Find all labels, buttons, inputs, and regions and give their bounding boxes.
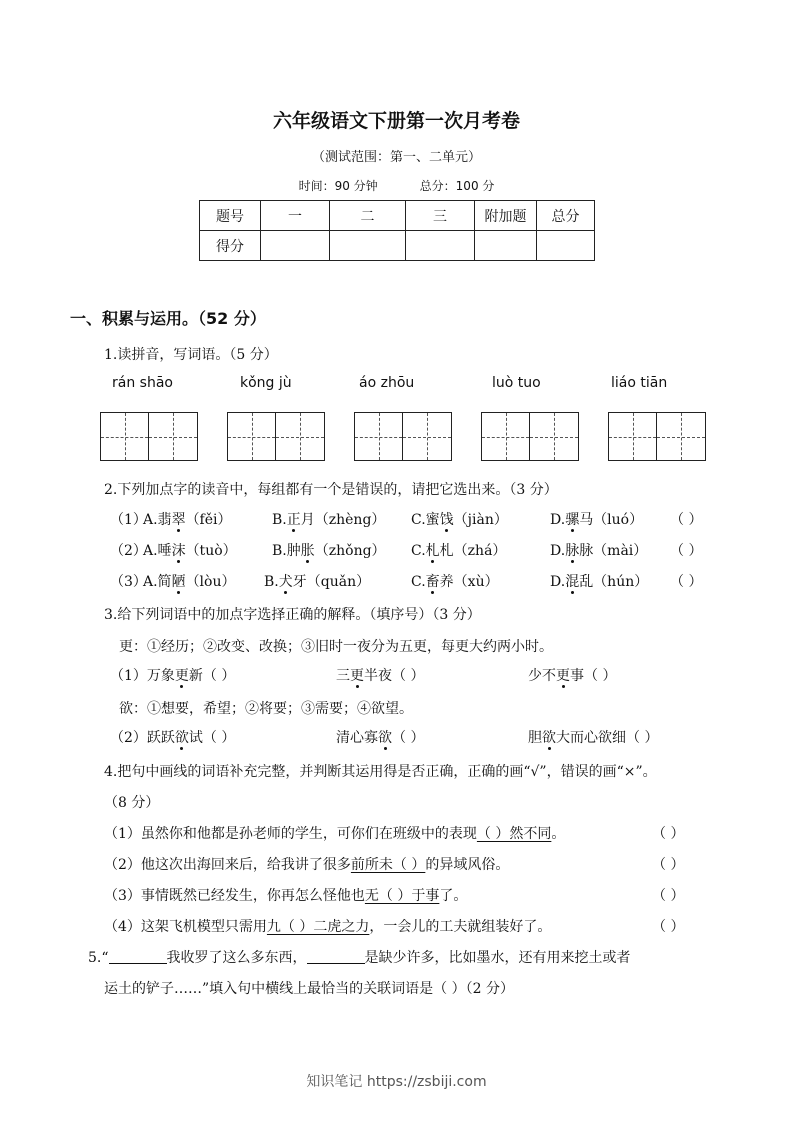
q3-yu-item-3: 胆欲大而心欲细（ ）: [528, 730, 659, 746]
q2-row-1-option-d: D.骡马（luó）: [550, 512, 644, 528]
writing-grid-4[interactable]: [481, 412, 579, 461]
q4-item-2-answer[interactable]: （ ）: [652, 857, 685, 873]
grid-cell[interactable]: [481, 412, 530, 461]
score-cell[interactable]: [330, 231, 406, 261]
q2-row-3-option-c: C.畜养（xù）: [411, 574, 499, 590]
question-4-title: 4.把句中画线的词语补充完整，并判断其运用得是否正确，正确的画“√”，错误的画“×”。: [104, 764, 657, 780]
q3-geng-item-2: 三更半夜（ ）: [336, 668, 425, 684]
q2-row-3-option-d: D.混乱（hún）: [550, 574, 649, 590]
grid-cell[interactable]: [276, 412, 325, 461]
geng-definition: 更：①经历；②改变、改换；③旧时一夜分为五更，每更大约两小时。: [119, 639, 553, 655]
section-1-title: 一、积累与运用。（52 分）: [70, 309, 266, 328]
q2-row-3-option-a: A.简陋（lòu）: [143, 574, 236, 590]
q2-row-3-answer[interactable]: （ ）: [670, 574, 703, 590]
q2-row-1-option-b: B.正月（zhèng）: [272, 512, 386, 528]
score-table-score-row: [200, 231, 595, 261]
q2-row-2-number: （2）: [110, 543, 147, 559]
writing-grid-1[interactable]: [100, 412, 198, 461]
grid-cell[interactable]: [227, 412, 276, 461]
question-1-title: 1.读拼音，写词语。（5 分）: [104, 347, 278, 363]
score-cell[interactable]: [475, 231, 537, 261]
footer-watermark: 知识笔记 https://zsbiji.com: [306, 1074, 487, 1090]
writing-grid-5[interactable]: [608, 412, 706, 461]
q5-blank-1[interactable]: [109, 949, 167, 964]
grid-cell[interactable]: [403, 412, 452, 461]
score-table-header-cell: 三: [406, 201, 475, 231]
q4-item-1-answer[interactable]: （ ）: [652, 826, 685, 842]
time-score-info: [0, 177, 793, 194]
grid-cell[interactable]: [657, 412, 706, 461]
q2-row-3-option-b: B.犬牙（quǎn）: [264, 574, 371, 590]
score-table-header-row: [200, 201, 595, 231]
q4-item-2: （2）他这次出海回来后，给我讲了很多前所未（ ）的异域风俗。: [104, 857, 510, 873]
writing-grid-3[interactable]: [354, 412, 452, 461]
q2-row-2-option-a: A.唾沫（tuò）: [143, 543, 237, 559]
q3-yu-item-1: （2）跃跃欲试（ ）: [110, 730, 236, 746]
grid-cell[interactable]: [608, 412, 657, 461]
q5-blank-2[interactable]: [307, 949, 365, 964]
score-cell[interactable]: [261, 231, 330, 261]
time-label: 时间：90 分钟: [298, 179, 378, 193]
question-2-title: 2.下列加点字的读音中，每组都有一个是错误的，请把它选出来。（3 分）: [104, 482, 558, 498]
exam-title: 六年级语文下册第一次月考卷: [272, 110, 520, 132]
q2-row-2-option-b: B.肿胀（zhǒng）: [272, 543, 386, 559]
score-cell[interactable]: [406, 231, 475, 261]
score-table: [199, 200, 595, 261]
grid-cell[interactable]: [100, 412, 149, 461]
yu-definition: 欲：①想要，希望；②将要；③需要；④欲望。: [119, 701, 413, 717]
exam-subtitle: （测试范围：第一、二单元）: [311, 150, 481, 165]
pinyin-3: áo zhōu: [359, 375, 415, 391]
score-table-header-cell: 一: [261, 201, 330, 231]
q2-row-3-number: （3）: [110, 574, 147, 590]
q2-row-1-option-a: A.翡翠（fěi）: [143, 512, 232, 528]
q4-item-3: （3）事情既然已经发生，你再怎么怪他也无（ ）于事了。: [104, 888, 468, 904]
q2-row-2-answer[interactable]: （ ）: [670, 543, 703, 559]
pinyin-4: luò tuo: [492, 375, 541, 391]
score-table-header-cell: 二: [330, 201, 406, 231]
grid-cell[interactable]: [149, 412, 198, 461]
q4-item-4-answer[interactable]: （ ）: [652, 919, 685, 935]
q2-row-2-option-d: D.脉脉（mài）: [550, 543, 648, 559]
grid-cell[interactable]: [354, 412, 403, 461]
q3-geng-item-1: （1）万象更新（ ）: [110, 668, 236, 684]
score-table-header-cell: 总分: [537, 201, 595, 231]
score-table-header-cell: 附加题: [475, 201, 537, 231]
q3-geng-item-3: 少不更事（ ）: [528, 668, 617, 684]
q2-row-2-option-c: C.札札（zhá）: [411, 543, 507, 559]
question-5-line-1: 5.“ 我收罗了这么多东西， 是缺少许多，比如墨水，还有用来挖土或者: [88, 950, 631, 966]
q4-item-1: （1）虽然你和他都是孙老师的学生，可你们在班级中的表现（ ）然不同。: [104, 826, 566, 842]
pinyin-5: liáo tiān: [611, 375, 668, 391]
pinyin-2: kǒng jù: [240, 375, 292, 391]
q4-item-4: （4）这架飞机模型只需用九（ ）二虎之力，一会儿的工夫就组装好了。: [104, 919, 552, 935]
score-table-header-cell: 题号: [200, 201, 261, 231]
question-3-title: 3.给下列词语中的加点字选择正确的解释。（填序号）（3 分）: [104, 607, 481, 623]
q2-row-1-option-c: C.蜜饯（jiàn）: [411, 512, 508, 528]
question-4-points: （8 分）: [104, 795, 160, 811]
question-5-line-2: 运土的铲子……”填入句中横线上最恰当的关联词语是（ ）（2 分）: [104, 981, 514, 997]
q2-row-1-answer[interactable]: （ ）: [670, 512, 703, 528]
total-score-label: 总分：100 分: [419, 179, 495, 193]
q2-row-1-number: （1）: [110, 512, 147, 528]
q4-item-3-answer[interactable]: （ ）: [652, 888, 685, 904]
pinyin-1: rán shāo: [112, 375, 173, 391]
q3-yu-item-2: 清心寡欲（ ）: [336, 730, 425, 746]
score-row-label: 得分: [200, 231, 261, 261]
score-cell[interactable]: [537, 231, 595, 261]
grid-cell[interactable]: [530, 412, 579, 461]
writing-grid-2[interactable]: [227, 412, 325, 461]
